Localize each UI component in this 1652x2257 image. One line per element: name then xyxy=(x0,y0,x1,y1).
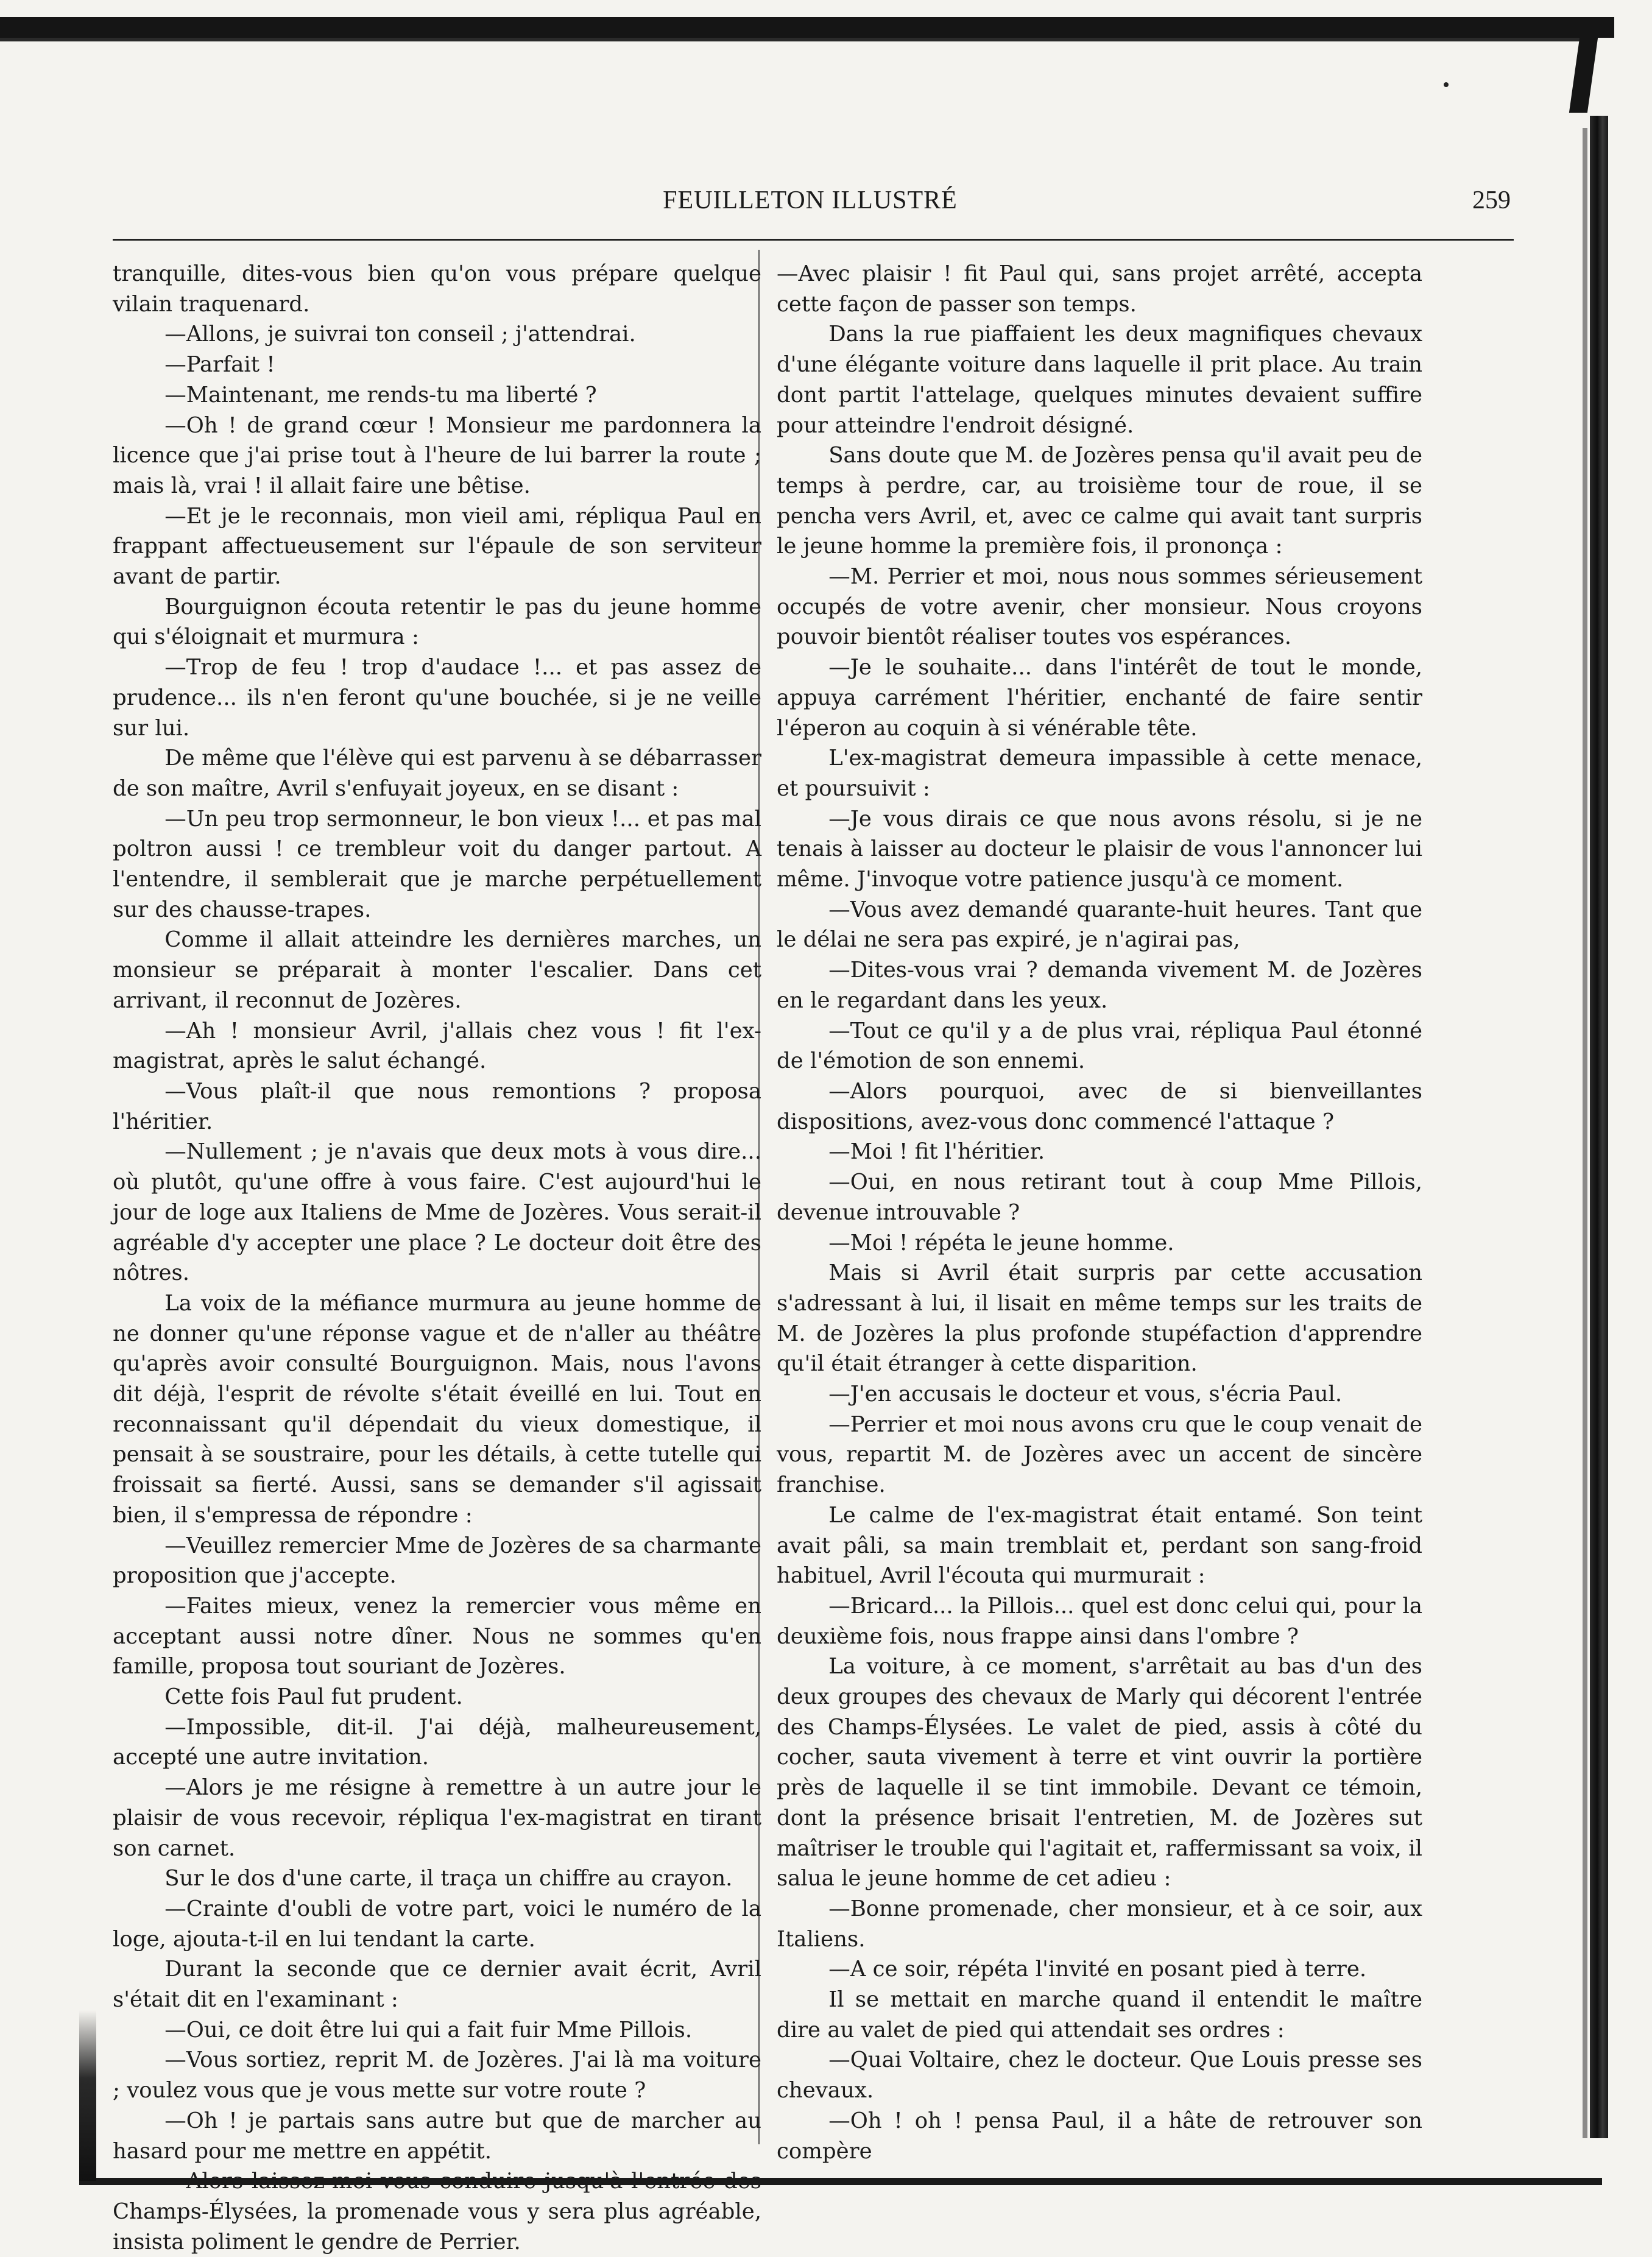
paragraph: —Faites mieux, venez la remercier vous même en acceptant aussi notre dîner. Nous ne sommes qu'en famille, proposa tout souriant de Jozères. xyxy=(113,1593,761,1680)
paragraph: Sur le dos d'une carte, il traça un chiffre au crayon. xyxy=(164,1866,733,1891)
paragraph: —Allons, je suivrai ton conseil ; j'attendrai. xyxy=(164,322,636,347)
paragraph: La voiture, à ce moment, s'arrêtait au bas d'un des deux groupes des chevaux de Marly qui décorent l'entrée des Champs-Élysées. Le valet de pied, assis à côté du cocher, sauta vivement à terre et vint ouvrir la portière près de laquelle il se tint immobile. Devant ce témoin, dont la présence brisait l'entretien, M. de Jozères sut maîtriser le trouble qui l'agitait et, raffermissant sa voix, il salua le jeune homme de cet adieu : xyxy=(777,1654,1422,1891)
paragraph: —Tout ce qu'il y a de plus vrai, répliqua Paul étonné de l'émotion de son ennemi. xyxy=(777,1018,1422,1074)
paragraph: Sans doute que M. de Jozères pensa qu'il avait peu de temps à perdre, car, au troisième tour de roue, il se pencha vers Avril, et, avec ce calme qui avait tant surpris le jeune homme la première fois, il prononça : xyxy=(777,443,1422,559)
paragraph: Il se mettait en marche quand il entendit le maître dire au valet de pied qui attendait ses ordres : xyxy=(777,1987,1422,2043)
paragraph: —Maintenant, me rends-tu ma liberté ? xyxy=(164,382,597,408)
scan-speck xyxy=(1444,82,1449,87)
paragraph: —Vous sortiez, reprit M. de Jozères. J'ai là ma voiture ; voulez vous que je vous mette sur votre route ? xyxy=(113,2047,761,2103)
page-number: 259 xyxy=(1472,186,1511,214)
paragraph: —Veuillez remercier Mme de Jozères de sa charmante proposition que j'accepte. xyxy=(113,1533,761,1589)
paragraph: tranquille, dites-vous bien qu'on vous prépare quelque vilain traquenard. xyxy=(113,261,761,317)
paragraph: —Je le souhaite... dans l'intérêt de tout le monde, appuya carrément l'héritier, enchanté de faire sentir l'éperon au coquin à si vénérable tête. xyxy=(777,655,1422,741)
paragraph: —Bricard... la Pillois... quel est donc celui qui, pour la deuxième fois, nous frappe ainsi dans l'ombre ? xyxy=(777,1593,1422,1649)
paragraph: —Quai Voltaire, chez le docteur. Que Louis presse ses chevaux. xyxy=(777,2047,1422,2103)
paragraph: —Vous avez demandé quarante-huit heures. Tant que le délai ne sera pas expiré, je n'agirai pas, xyxy=(777,897,1422,953)
paragraph: —Impossible, dit-il. J'ai déjà, malheureusement, accepté une autre invitation. xyxy=(113,1714,761,1770)
paragraph: —Moi ! fit l'héritier. xyxy=(828,1139,1045,1165)
running-title: FEUILLETON ILLUSTRÉ xyxy=(663,186,958,214)
header-rule xyxy=(113,239,1514,241)
paragraph: —Oh ! oh ! pensa Paul, il a hâte de retrouver son compère xyxy=(777,2108,1422,2164)
paragraph: Durant la seconde que ce dernier avait écrit, Avril s'était dit en l'examinant : xyxy=(113,1957,761,2013)
paragraph: —Alors laissez-moi vous conduire jusqu'à l'entrée des Champs-Élysées, la promenade vous y sera plus agréable, insista poliment le gendre de Perrier. xyxy=(113,2169,761,2255)
paragraph: —A ce soir, répéta l'invité en posant pied à terre. xyxy=(828,1957,1367,1982)
scan-left-smudge xyxy=(79,2010,96,2181)
paragraph: —Avec plaisir ! fit Paul qui, sans projet arrêté, accepta cette façon de passer son temps. xyxy=(777,261,1422,317)
scan-top-border-shadow xyxy=(0,38,1584,41)
paragraph: —Un peu trop sermonneur, le bon vieux !... et pas mal poltron aussi ! ce trembleur voit du danger partout. A l'entendre, il semblerait que je marche perpétuellement sur des chausse-trapes. xyxy=(113,806,761,922)
paragraph: —Oh ! je partais sans autre but que de marcher au hasard pour me mettre en appétit. xyxy=(113,2108,761,2164)
paragraph: De même que l'élève qui est parvenu à se débarrasser de son maître, Avril s'enfuyait joyeux, en se disant : xyxy=(113,746,761,801)
paragraph: Le calme de l'ex-magistrat était entamé. Son teint avait pâli, sa main tremblait et, perdant son sang-froid habituel, Avril l'écouta qui murmurait : xyxy=(777,1502,1422,1589)
paragraph: —J'en accusais le docteur et vous, s'écria Paul. xyxy=(828,1382,1343,1407)
paragraph: Dans la rue piaffaient les deux magnifiques chevaux d'une élégante voiture dans laquelle il prit place. Au train dont partit l'attelage, quelques minutes devaient suffire pour atteindre l'endroit désigné. xyxy=(777,322,1422,438)
paragraph: Mais si Avril était surpris par cette accusation s'adressant à lui, il lisait en même temps sur les traits de M. de Jozères la plus profonde stupéfaction d'apprendre qu'il était étranger à cette disparition. xyxy=(777,1260,1422,1377)
paragraph: —Parfait ! xyxy=(164,352,275,378)
paragraph: —Vous plaît-il que nous remontions ? proposa l'héritier. xyxy=(113,1078,761,1134)
paragraph: Bourguignon écouta retentir le pas du jeune homme qui s'éloignait et murmura : xyxy=(113,594,761,650)
scan-top-border xyxy=(0,17,1614,38)
paragraph: L'ex-magistrat demeura impassible à cette menace, et poursuivit : xyxy=(777,746,1422,801)
scan-right-edge xyxy=(1590,116,1608,2138)
paragraph: —Alors pourquoi, avec de si bienveillantes dispositions, avez-vous donc commencé l'attaque ? xyxy=(777,1078,1422,1134)
right-column xyxy=(777,259,1422,2166)
page-header xyxy=(110,186,1511,222)
paragraph: —Perrier et moi nous avons cru que le coup venait de vous, repartit M. de Jozères avec un accent de sincère franchise. xyxy=(777,1411,1422,1498)
paragraph: —Alors je me résigne à remettre à un autre jour le plaisir de vous recevoir, répliqua l'ex-magistrat en tirant son carnet. xyxy=(113,1775,761,1861)
paragraph: —M. Perrier et moi, nous nous sommes sérieusement occupés de votre avenir, cher monsieur. Nous croyons pouvoir bientôt réaliser toutes vos espérances. xyxy=(777,564,1422,650)
scan-corner-mark xyxy=(1569,34,1598,113)
left-column xyxy=(113,259,761,2257)
scan-right-edge-shadow xyxy=(1583,128,1587,2138)
paragraph: Cette fois Paul fut prudent. xyxy=(164,1684,463,1710)
paragraph: —Oui, en nous retirant tout à coup Mme Pillois, devenue introuvable ? xyxy=(777,1170,1422,1225)
paragraph: —Trop de feu ! trop d'audace !... et pas assez de prudence... ils n'en feront qu'une bouchée, si je ne veille sur lui. xyxy=(113,655,761,741)
paragraph: —Nullement ; je n'avais que deux mots à vous dire... où plutôt, qu'une offre à vous faire. C'est aujourd'hui le jour de loge aux Italiens de Mme de Jozères. Vous serait-il agréable d'y accepter une place ? Le docteur doit être des nôtres. xyxy=(113,1139,761,1286)
paragraph: Comme il allait atteindre les dernières marches, un monsieur se préparait à monter l'escalier. Dans cet arrivant, il reconnut de Jozères. xyxy=(113,927,761,1013)
paragraph: —Oh ! de grand cœur ! Monsieur me pardonnera la licence que j'ai prise tout à l'heure de lui barrer la route ; mais là, vrai ! il allait faire une bêtise. xyxy=(113,412,761,498)
paragraph: —Je vous dirais ce que nous avons résolu, si je ne tenais à laisser au docteur le plaisir de vous l'annoncer lui même. J'invoque votre patience jusqu'à ce moment. xyxy=(777,806,1422,892)
paragraph: —Moi ! répéta le jeune homme. xyxy=(828,1230,1174,1256)
paragraph: —Dites-vous vrai ? demanda vivement M. de Jozères en le regardant dans les yeux. xyxy=(777,958,1422,1013)
paragraph: —Oui, ce doit être lui qui a fait fuir Mme Pillois. xyxy=(164,2017,693,2043)
paragraph: La voix de la méfiance murmura au jeune homme de ne donner qu'une réponse vague et de n'aller au théâtre qu'après avoir consulté Bourguignon. Mais, nous l'avons dit déjà, l'esprit de révolte s'était éveillé en lui. Tout en reconnaissant qu'il dépendait du vieux domestique, il pensait à se soustraire, pour les détails, à cette tutelle qui froissait sa fierté. Aussi, sans se demander s'il agissait bien, il s'empressa de répondre : xyxy=(113,1290,761,1528)
paragraph: —Ah ! monsieur Avril, j'allais chez vous ! fit l'ex-magistrat, après le salut échangé. xyxy=(113,1018,761,1074)
paragraph: —Et je le reconnais, mon vieil ami, répliqua Paul en frappant affectueusement sur l'épaule de son serviteur avant de partir. xyxy=(113,503,761,590)
paragraph: —Bonne promenade, cher monsieur, et à ce soir, aux Italiens. xyxy=(777,1896,1422,1952)
paragraph: —Crainte d'oubli de votre part, voici le numéro de la loge, ajouta-t-il en lui tendant la carte. xyxy=(113,1896,761,1952)
